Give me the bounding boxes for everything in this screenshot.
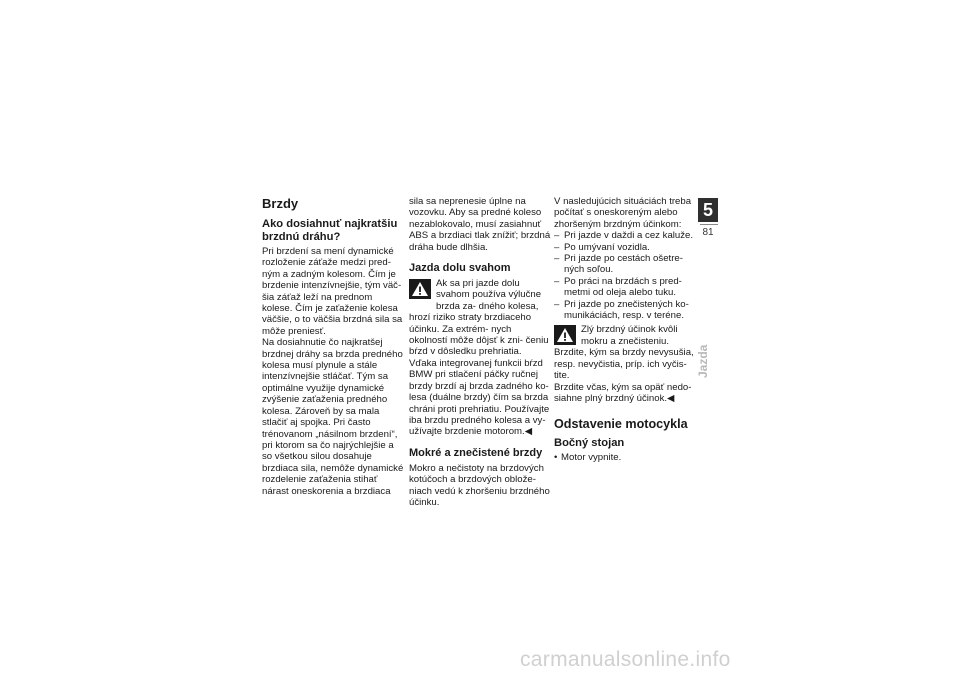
heading-mokre-brzdy: Mokré a znečistené brzdy	[409, 446, 543, 459]
page-number: 81	[702, 227, 714, 238]
subtitle-brzdna-draha: Ako dosiahnuť najkratšiu brzdnú dráhu?	[262, 218, 398, 243]
column-3	[554, 196, 696, 463]
divider	[700, 224, 718, 225]
warning-block	[554, 324, 696, 347]
warning-icon	[409, 279, 431, 299]
column-1	[262, 196, 404, 497]
paragraph: Pri brzdení sa mení dynamické rozloženie záťaže medzi pred- ným a zadným kolesom. Čím je brzdenie intenzívnejšie, tým väč- šia záťaž leží na prednom kolese. Čím je zaťaženie kolesa väčšie, o to väčšia brzdná sila sa môže preniesť.	[262, 246, 403, 337]
watermark: carmanualsonline.info	[520, 648, 731, 671]
paragraph: Brzdite, kým sa brzdy nevysušia, resp. nevyčistia, príp. ich vyčis- tite.	[554, 347, 694, 382]
paragraph: Na dosiahnutie čo najkratšej brzdnej dráhy sa brzda predného kolesa musí plynule a stále intenzívnejšie stláčať. Tým sa optimálne využije dynamické zvýšenie zaťaženia predného kolesa. Zároveň by sa mala stlačiť aj spojka. Pri často trénovanom „násilnom brzdení“, pri ktorom sa čo najrýchlejšie a so všetkou silou dosahuje brzdiaca sila, nemôže dynamické rozdelenie zaťaženia stihať nárast oneskorenia a brzdiaca	[262, 337, 404, 497]
paragraph: Mokro a nečistoty na brzdových kotúčoch a brzdových obložе- niach vedú k zhoršeniu brzdného účinku.	[409, 462, 550, 508]
warning-text: Zlý brzdný účinok kvôli mokru a znečisteniu.	[581, 324, 678, 347]
list-item: – Po práci na brzdách s pred- metmi od oleja alebo tuku.	[554, 276, 696, 299]
paragraph: sila sa neprenesie úplne na vozovku. Aby sa predné koleso nezablokovalo, musí zasiahnuť ABS a brzdiaci tlak znížiť; brzdná dráha bude dlhšia.	[409, 196, 551, 253]
paragraph: V nasledujúcich situáciách treba počítať s oneskoreným alebo zhoršeným brzdným účinkom:	[554, 196, 692, 230]
paragraph: Brzdite včas, kým sa opäť nedo- siahne plný brzdný účinok.◀	[554, 381, 692, 405]
subtitle-bocny-stojan: Bočný stojan	[554, 436, 625, 449]
section-side-label: Jazda	[696, 344, 710, 378]
warning-block	[409, 278, 551, 438]
list-item: – Pri jazde po znečistených ko- munikáciách, resp. v teréne.	[554, 299, 696, 322]
column-2	[409, 196, 551, 508]
list-item: – Po umývaní vozidla.	[554, 242, 696, 253]
section-title-odstavenie: Odstavenie motocykla	[554, 416, 688, 431]
situation-list	[554, 230, 696, 321]
list-item: – Pri jazde po cestách ošetre- ných soľou.	[554, 253, 696, 276]
section-title-brzdy: Brzdy	[262, 196, 299, 211]
warning-icon	[554, 325, 576, 345]
heading-jazda-dolu-svahom: Jazda dolu svahom	[409, 262, 511, 275]
list-item: – Pri jazde v daždi a cez kaluže.	[554, 230, 696, 241]
warning-text: Ak sa pri jazde dolu svahom používa výlučne brzda za- dného kolesa, hrozí riziko straty brzdiaceho účinku. Za extrém- nych okolností môže dôjsť k zni- čeniu bŕzd v dôsledku prehriatia. Vďaka integrovanej funkcii bŕzd BMW pri stlačení páčky ručnej brzdy brzdí aj brzda zadného ko- lesa (duálne brzdy) čím sa brzda chráni proti prehriatiu. Používajte iba brzdu predného kolesa a vy- užívajte brzdenie motorom.◀	[409, 278, 550, 438]
list-item: • Motor vypnite.	[554, 452, 696, 463]
chapter-number: 5	[698, 198, 718, 222]
step-list	[554, 452, 696, 463]
